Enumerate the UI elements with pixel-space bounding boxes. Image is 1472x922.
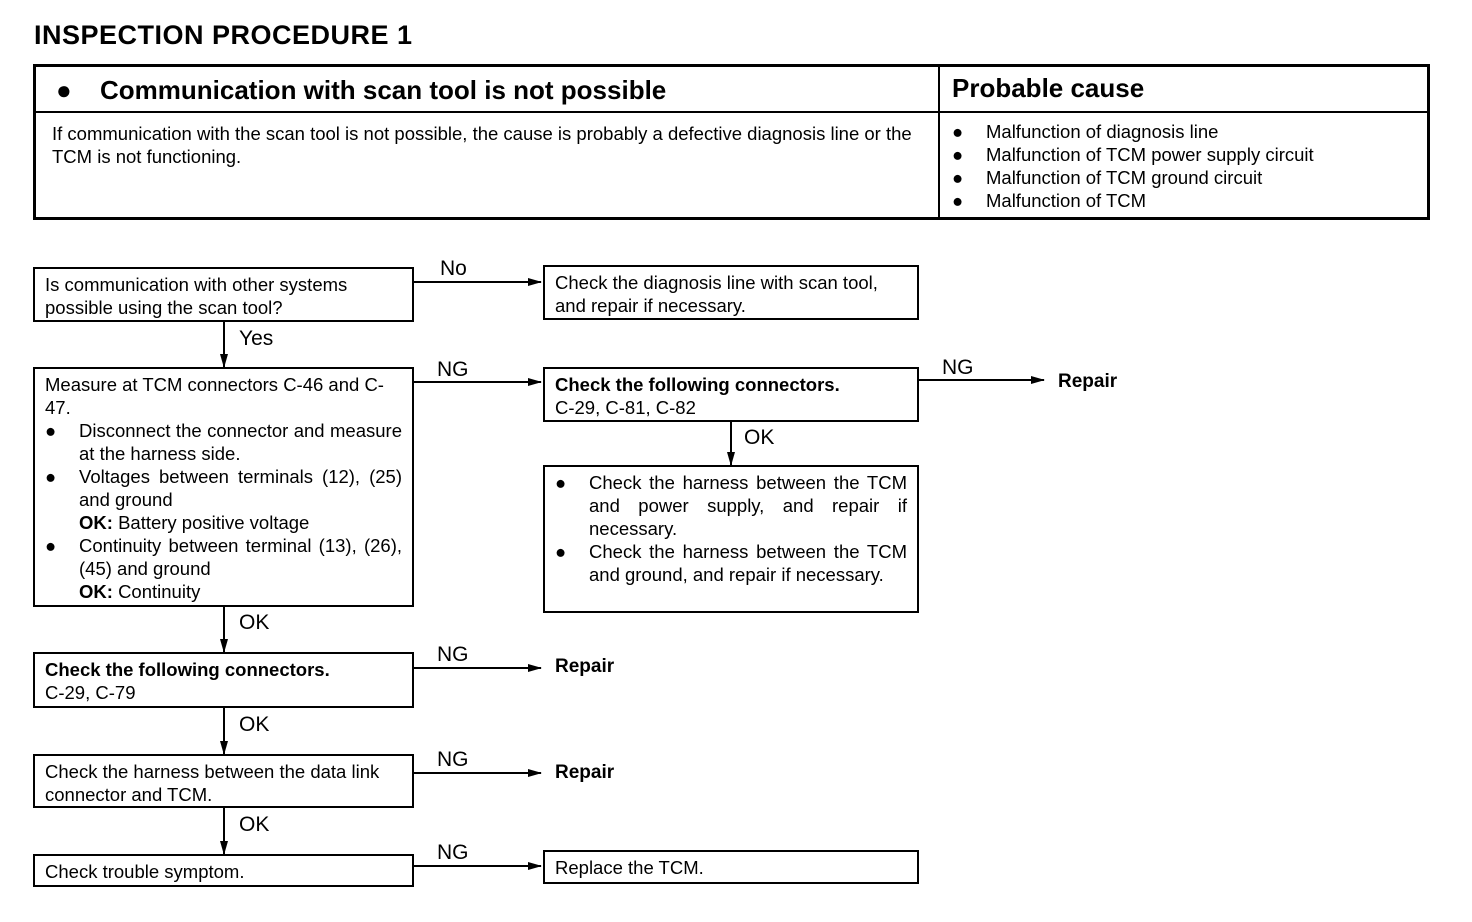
ng-label: NG — [437, 643, 469, 666]
ok-criterion-label: OK: — [79, 512, 113, 533]
bullet-icon: ● — [952, 121, 964, 142]
step2-item-text: Voltages between terminals (12), (25) and ground — [79, 466, 402, 510]
bullet-icon: ● — [45, 535, 57, 556]
step3-connectors: C-29, C-79 — [45, 682, 136, 703]
bullet-icon: ● — [952, 167, 964, 188]
ng-label: NG — [437, 841, 469, 864]
repair-text: Repair — [555, 656, 615, 677]
harness-check-list — [555, 471, 907, 586]
bullet-icon: ● — [952, 190, 964, 211]
ok-label: OK — [239, 713, 270, 736]
symptom-heading-text: Communication with scan tool is not possible — [100, 75, 667, 105]
bullet-icon: ● — [952, 144, 964, 165]
step5-text: Check trouble symptom. — [45, 861, 245, 882]
step5-box — [33, 854, 414, 887]
ng-label: NG — [942, 356, 974, 379]
diagnosis-line-box — [543, 265, 919, 320]
ok-criterion — [45, 511, 402, 534]
probable-cause-heading: Probable cause — [952, 73, 1145, 103]
list-item — [45, 465, 402, 511]
repair-text: Repair — [1058, 371, 1118, 392]
step1-text: Is communication with other systems possible using the scan tool? — [45, 274, 348, 318]
bullet-icon: ● — [45, 466, 57, 487]
ok-criterion — [45, 580, 402, 603]
no-label: No — [440, 257, 467, 280]
cause-text: Malfunction of TCM power supply circuit — [986, 144, 1314, 165]
ok-criterion-label: OK: — [79, 581, 113, 602]
step2-item-text: Continuity between terminal (13), (26), (45) and ground — [79, 535, 402, 579]
step2-list — [45, 534, 402, 580]
harness-check-text: Check the harness between the TCM and power supply, and repair if necessary. — [589, 472, 907, 539]
cause-text: Malfunction of TCM — [986, 190, 1147, 211]
ok-criterion-value: Battery positive voltage — [118, 512, 310, 533]
harness-check-text: Check the harness between the TCM and ground, and repair if necessary. — [589, 541, 907, 585]
bullet-icon: ● — [56, 75, 72, 105]
step4-box — [33, 754, 414, 808]
step2-item-text: Disconnect the connector and measure at the harness side. — [79, 420, 402, 464]
list-item — [555, 540, 907, 586]
connectors-heading: Check the following connectors. — [555, 374, 840, 395]
step2-list — [45, 419, 402, 511]
step2-box — [33, 367, 414, 607]
ok-label: OK — [239, 611, 270, 634]
replace-tcm-text: Replace the TCM. — [555, 857, 704, 878]
step1-box — [33, 267, 414, 322]
cause-text: Malfunction of diagnosis line — [986, 121, 1219, 142]
page-title: INSPECTION PROCEDURE 1 — [34, 20, 413, 50]
bullet-icon: ● — [555, 472, 567, 493]
harness-check-box — [543, 465, 919, 613]
diagnosis-line-text: Check the diagnosis line with scan tool, and repair if necessary. — [555, 272, 878, 316]
step2-intro: Measure at TCM connectors C-46 and C-47. — [45, 374, 384, 418]
ng-label: NG — [437, 748, 469, 771]
connectors-list: C-29, C-81, C-82 — [555, 397, 696, 418]
connectors-box — [543, 367, 919, 422]
bullet-icon: ● — [555, 541, 567, 562]
step3-box — [33, 652, 414, 708]
yes-label: Yes — [239, 327, 274, 350]
cause-text: Malfunction of TCM ground circuit — [986, 167, 1263, 188]
ng-label: NG — [437, 358, 469, 381]
list-item — [45, 419, 402, 465]
list-item — [555, 471, 907, 540]
symptom-description: If communication with the scan tool is not possible, the cause is probably a defective diagnosis line or the TCM is not functioning. — [52, 123, 912, 167]
bullet-icon: ● — [45, 420, 57, 441]
step3-heading: Check the following connectors. — [45, 659, 330, 680]
step4-text: Check the harness between the data link connector and TCM. — [45, 761, 380, 805]
list-item — [45, 534, 402, 580]
ok-label: OK — [239, 813, 270, 836]
ok-label: OK — [744, 426, 775, 449]
ok-criterion-value: Continuity — [118, 581, 201, 602]
repair-text: Repair — [555, 762, 615, 783]
replace-tcm-box — [543, 850, 919, 884]
